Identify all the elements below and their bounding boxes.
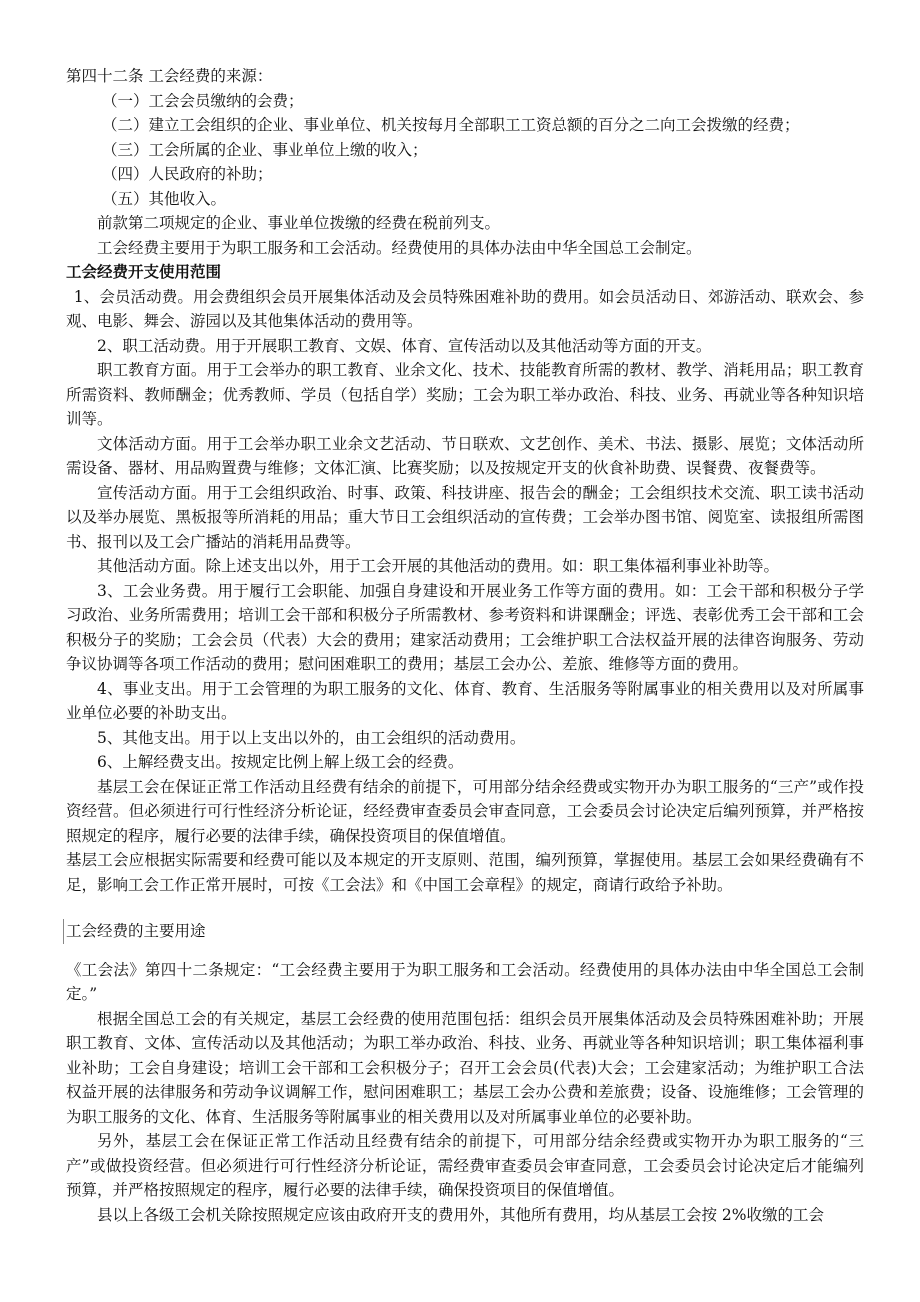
- scope-paragraph-2: 2、职工活动费。用于开展职工教育、文娱、体育、宣传活动以及其他活动等方面的开支。: [97, 336, 712, 355]
- article-item-4: （四）人民政府的补助；: [102, 165, 273, 183]
- usage-paragraph-2: 根据全国总工会的有关规定，基层工会经费的使用范围包括：组织会员开展集体活动及会员特殊困难补助；开展职工教育、文体、宣传活动以及其他活动；为职工举办政治、科技、业务、再就业等各种知识培训；职工集体福利事业补助；工会自身建设；培训工会干部和工会积极分子；召开工会会员(代表)大会；工会建家活动；为维护职工合法权益开展的法律服务和劳动争议调解工作，慰问困难职工；基层工会办公费和差旅费；设备、设施维修；工会管理的为职工服务的文化、体育、生活服务等附属事业的相关费用以及对所属事业单位的必要补助。: [66, 1009, 864, 1126]
- article-paragraph-1: 前款第二项规定的企业、事业单位拨缴的经费在税前列支。: [97, 214, 501, 232]
- scope-paragraph-5: 宣传活动方面。用于工会组织政治、时事、政策、科技讲座、报告会的酬金；工会组织技术交流、职工读书活动以及举办展览、黑板报等所消耗的用品；重大节日工会组织活动的宣传费；工会举办图书馆、阅览室、读报组所需图书、报刊以及工会广播站的消耗用品费等。: [66, 483, 864, 551]
- scope-paragraph-4: 文体活动方面。用于工会举办职工业余文艺活动、节日联欢、文艺创作、美术、书法、摄影、展览；文体活动所需设备、器材、用品购置费与维修；文体汇演、比赛奖励；以及按规定开支的伙食补助费、误餐费、夜餐费等。: [66, 434, 864, 477]
- article-item-2: （二）建立工会组织的企业、事业单位、机关按每月全部职工工资总额的百分之二向工会拨缴的经费；: [102, 116, 800, 134]
- article-item-1: （一）工会会员缴纳的会费；: [102, 91, 304, 110]
- scope-paragraph-6: 其他活动方面。除上述支出以外，用于工会开展的其他活动的费用。如：职工集体福利事业补助等。: [97, 557, 780, 575]
- article-title: 第四十二条 工会经费的来源：: [66, 67, 273, 85]
- scope-paragraph-8: 4、事业支出。用于工会管理的为职工服务的文化、体育、教育、生活服务等附属事业的相关费用以及对所属事业单位必要的补助支出。: [66, 679, 864, 722]
- scope-paragraph-3: 职工教育方面。用于工会举办的职工教育、业余文化、技术、技能教育所需的教材、教学、消耗用品；职工教育所需资料、教师酬金；优秀教师、学员（包括自学）奖励；工会为职工举办政治、科技、业务、再就业等各种知识培训等。: [66, 361, 864, 428]
- scope-paragraph-12: 基层工会应根据实际需要和经费可能以及本规定的开支原则、范围，编列预算，掌握使用。基层工会如果经费确有不足，影响工会工作正常开展时，可按《工会法》和《中国工会章程》的规定，商请行政给予补助。: [66, 851, 864, 894]
- usage-paragraph-4: 县以上各级工会机关除按照规定应该由政府开支的费用外，其他所有费用，均从基层工会按 2%收缴的工会: [97, 1205, 825, 1224]
- usage-paragraph-3: 另外，基层工会在保证正常工作活动且经费有结余的前提下，可用部分结余经费或实物开办为职工服务的“三产”或做投资经营。但必须进行可行性经济分析论证，需经费审查委员会审查同意，工会委员会讨论决定后才能编列预算，并严格按照规定的程序，履行必要的法律手续，确保投资项目的保值增值。: [66, 1132, 864, 1199]
- scope-paragraph-10: 6、上解经费支出。按规定比例上解上级工会的经费。: [97, 753, 464, 771]
- scope-paragraph-9: 5、其他支出。用于以上支出以外的，由工会组织的活动费用。: [97, 728, 526, 747]
- scope-paragraph-1: 1、会员活动费。用会费组织会员开展集体活动及会员特殊困难补助的费用。如会员活动日、郊游活动、联欢会、参观、电影、舞会、游园以及其他集体活动的费用等。: [66, 287, 864, 330]
- usage-heading: 工会经费的主要用途: [63, 919, 864, 944]
- article-paragraph-2: 工会经费主要用于为职工服务和工会活动。经费使用的具体办法由中华全国总工会制定。: [97, 238, 702, 257]
- article-item-3: （三）工会所属的企业、事业单位上缴的收入；: [102, 140, 428, 159]
- scope-paragraph-7: 3、工会业务费。用于履行工会职能、加强自身建设和开展业务工作等方面的费用。如：工会干部和积极分子学习政治、业务所需费用；培训工会干部和积极分子所需教材、参考资料和讲课酬金；评选、表彰优秀工会干部和工会积极分子的奖励；工会会员（代表）大会的费用；建家活动费用；工会维护职工合法权益开展的法律咨询服务、劳动争议协调等各项工作活动的费用；慰问困难职工的费用；基层工会办公、差旅、维修等方面的费用。: [66, 581, 864, 673]
- scope-paragraph-11: 基层工会在保证正常工作活动且经费有结余的前提下，可用部分结余经费或实物开办为职工服务的“三产”或作投资经营。但必须进行可行性经济分析论证，经经费审查委员会审查同意，工会委员会讨论决定后编列预算，并严格按照规定的程序，履行必要的法律手续，确保投资项目的保值增值。: [66, 777, 864, 845]
- usage-paragraph-1: 《工会法》第四十二条规定：“工会经费主要用于为职工服务和工会活动。经费使用的具体办法由中华全国总工会制定。”: [66, 960, 864, 1003]
- article-item-5: （五）其他收入。: [102, 189, 227, 208]
- scope-heading: 工会经费开支使用范围: [66, 263, 222, 281]
